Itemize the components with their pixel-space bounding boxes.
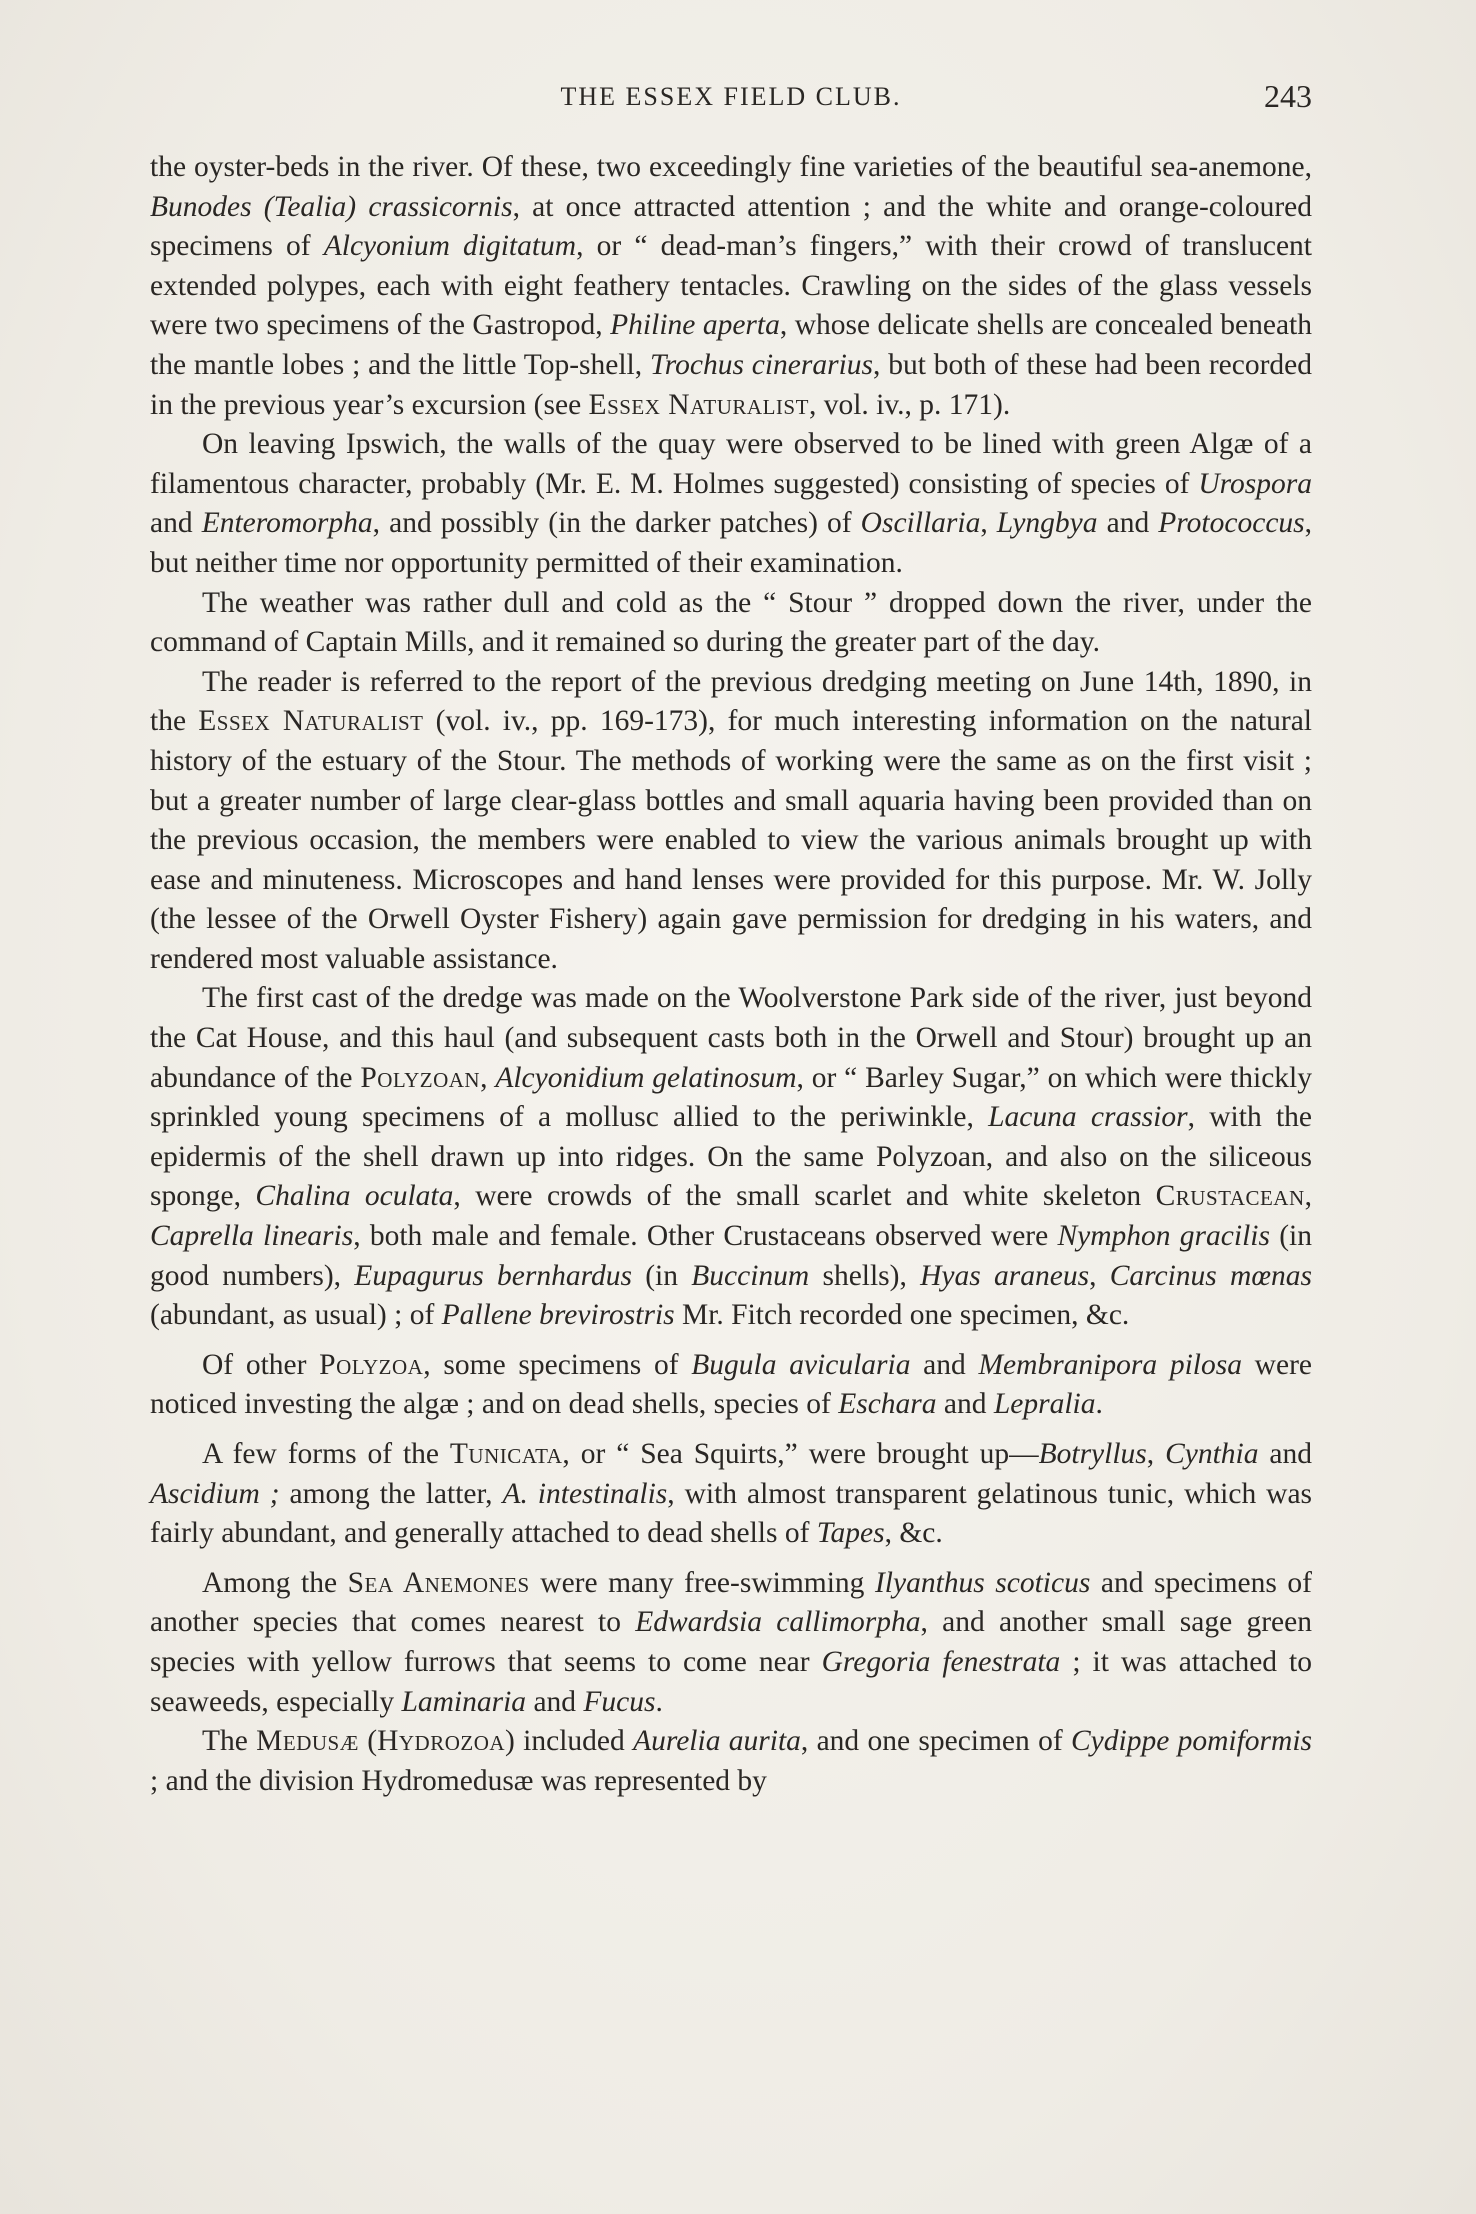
text-run: were many free-swimming bbox=[529, 1566, 875, 1599]
running-title: THE ESSEX FIELD CLUB. bbox=[560, 82, 902, 111]
text-run: , and one specimen of bbox=[800, 1725, 1071, 1758]
text-run: , bbox=[1304, 1180, 1312, 1213]
text-run: A few forms of the bbox=[202, 1438, 450, 1470]
paragraph bbox=[150, 1346, 1312, 1425]
italic-text: Trochus cinerarius bbox=[649, 348, 874, 381]
italic-text: Pallene brevirostris bbox=[441, 1299, 675, 1332]
paragraph bbox=[150, 1722, 1312, 1801]
text-run: Among the bbox=[202, 1566, 348, 1599]
italic-text: Caprella linearis bbox=[150, 1220, 354, 1253]
text-run: On leaving Ipswich, the walls of the quay were observed to be lined with green Algæ of a filamentous character, probably (Mr. E. M. Holmes suggested) consisting of species of bbox=[150, 428, 1312, 500]
italic-text: Aurelia aurita bbox=[633, 1725, 801, 1758]
italic-text: Philine aperta bbox=[610, 309, 780, 342]
italic-text: Buccinum bbox=[691, 1259, 810, 1292]
paragraph bbox=[150, 425, 1312, 583]
text-run: , whose delicate shells are concealed beneath the mantle lobes ; and the little Top-shell, bbox=[150, 309, 1312, 381]
paragraph bbox=[150, 148, 1312, 425]
small-caps-text: Medusæ bbox=[256, 1725, 359, 1758]
text-run: (in bbox=[631, 1259, 692, 1292]
text-run: (vol. iv., pp. 169-173), for much interesting information on the natural history of the estuary of the Stour. The methods of working were the same as on the first visit ; but a greater number of large clear-glass bottles and small aquaria having been provided than on the previous occasion, the members were enabled to view the various animals brought up with ease and minuteness. Microscopes and hand lenses were provided for this purpose. Mr. W. Jolly (the lessee of the Orwell Oyster Fishery) again gave permission for dredging in his waters, and rendered most valuable assistance. bbox=[150, 705, 1312, 975]
italic-text: Hyas araneus bbox=[920, 1259, 1090, 1292]
text-run: and bbox=[1097, 507, 1159, 540]
italic-text: Botryllus bbox=[1038, 1438, 1147, 1470]
small-caps-text: Polyzoa bbox=[319, 1348, 424, 1381]
small-caps-text: Crustacean bbox=[1155, 1180, 1305, 1213]
italic-text: Fucus bbox=[583, 1685, 656, 1718]
italic-text: Cydippe pomiformis bbox=[1070, 1725, 1313, 1758]
text-run: and bbox=[1258, 1438, 1313, 1470]
italic-text: Alcyonidium gelatinosum bbox=[495, 1061, 797, 1094]
italic-text: Membranipora pilosa bbox=[978, 1348, 1242, 1381]
small-caps-text: Essex Naturalist bbox=[588, 388, 809, 421]
text-run: The reader is referred to the report of the previous dredging meeting on June 14th, 1890, in the bbox=[150, 665, 1312, 738]
text-run: were noticed investing the algæ ; and on dead shells, species of bbox=[150, 1348, 1312, 1421]
italic-text: Ilyanthus scoticus bbox=[874, 1566, 1091, 1599]
small-caps-text: Hydrozoa bbox=[377, 1725, 506, 1758]
text-run: The bbox=[202, 1725, 257, 1758]
text-run: , with almost transparent gelatinous tunic, which was fairly abundant, and generally attached to dead shells of bbox=[150, 1477, 1313, 1550]
text-run: , were crowds of the small scarlet and white skeleton bbox=[453, 1180, 1156, 1213]
text-run: ( bbox=[358, 1725, 378, 1758]
text-run: (abundant, as usual) ; of bbox=[150, 1299, 442, 1332]
text-run: , or “ Barley Sugar,” on which were thickly sprinkled young specimens of a mollusc allied to the periwinkle, bbox=[150, 1061, 1312, 1134]
text-run: , both male and female. Other Crustaceans observed were bbox=[353, 1220, 1058, 1253]
body-text bbox=[150, 148, 1312, 1801]
italic-text: Urospora bbox=[1198, 467, 1312, 500]
paragraph bbox=[150, 1564, 1312, 1722]
text-run: The first cast of the dredge was made on the Woolverstone Park side of the river, just beyond the Cat House, and this haul (and subsequent casts both in the Orwell and Stour) brought up an abundance of the bbox=[150, 982, 1312, 1094]
text-run: the oyster-beds in the river. Of these, two exceedingly fine varieties of the beautiful sea-anemone, bbox=[150, 151, 1312, 183]
text-run: , and another small sage green species with yellow furrows that seems to come near bbox=[150, 1606, 1312, 1678]
text-run: Of other bbox=[202, 1348, 320, 1381]
paragraph bbox=[150, 979, 1312, 1335]
italic-text: Alcyonium digitatum bbox=[323, 230, 577, 263]
text-run: (in good numbers), bbox=[150, 1220, 1312, 1292]
text-run: ) included bbox=[505, 1725, 634, 1758]
text-run: ; it was attached to seaweeds, especially bbox=[150, 1645, 1312, 1718]
page-number: 243 bbox=[1264, 78, 1312, 114]
italic-text: Nymphon gracilis bbox=[1057, 1220, 1270, 1253]
italic-text: Ascidium ; bbox=[150, 1477, 280, 1510]
text-run: , bbox=[480, 1061, 496, 1094]
text-run: Mr. Fitch recorded one specimen, &c. bbox=[674, 1299, 1130, 1332]
text-run: and bbox=[910, 1348, 979, 1381]
page-header bbox=[150, 78, 1312, 118]
italic-text: Tapes bbox=[816, 1517, 885, 1550]
paragraph bbox=[150, 663, 1312, 980]
text-run: and bbox=[936, 1388, 994, 1421]
italic-text: Laminaria bbox=[401, 1685, 527, 1718]
italic-text: Enteromorpha bbox=[201, 507, 373, 540]
paragraph bbox=[150, 1435, 1312, 1554]
text-run: , or “ dead-man’s fingers,” with their crowd of translucent extended polypes, each with eight feathery tentacles. Crawling on the sides of the glass vessels were two specimens of the Gastropod, bbox=[150, 230, 1312, 342]
text-run: , some specimens of bbox=[423, 1348, 692, 1381]
text-run: and bbox=[150, 507, 202, 540]
italic-text: Carcinus mœnas bbox=[1109, 1259, 1312, 1292]
text-run: , &c. bbox=[884, 1517, 943, 1550]
text-run: ; and the division Hydromedusæ was represented by bbox=[150, 1764, 767, 1797]
text-run: , but neither time nor opportunity permitted of their examination. bbox=[150, 507, 1313, 579]
italic-text: Lepralia bbox=[993, 1388, 1096, 1421]
italic-text: Chalina oculata bbox=[255, 1180, 454, 1213]
italic-text: Oscillaria bbox=[860, 507, 981, 540]
text-run: and bbox=[526, 1685, 584, 1718]
italic-text: Bugula avicularia bbox=[691, 1348, 911, 1381]
paragraph bbox=[150, 584, 1312, 663]
italic-text: Edwardsia callimorpha bbox=[635, 1606, 921, 1639]
italic-text: Gregoria fenestrata bbox=[821, 1645, 1061, 1678]
text-run: among the latter, bbox=[279, 1477, 503, 1510]
text-run: , bbox=[1146, 1438, 1166, 1470]
italic-text: A. intestinalis bbox=[502, 1477, 668, 1510]
small-caps-text: Sea Anemones bbox=[347, 1566, 530, 1599]
italic-text: Cynthia bbox=[1165, 1438, 1259, 1470]
text-run: , bbox=[980, 507, 997, 540]
text-run: shells), bbox=[809, 1259, 921, 1292]
small-caps-text: Polyzoan bbox=[360, 1061, 481, 1094]
text-run: , and possibly (in the darker patches) of bbox=[372, 507, 861, 540]
italic-text: Bunodes (Tealia) crassicornis bbox=[150, 190, 513, 223]
text-run: , with the epidermis of the shell drawn up into ridges. On the same Polyzoan, and also on the siliceous sponge, bbox=[150, 1101, 1312, 1213]
text-run: and specimens of another species that comes nearest to bbox=[150, 1566, 1312, 1639]
text-run: . bbox=[655, 1685, 663, 1718]
small-caps-text: Tunicata bbox=[449, 1438, 563, 1470]
italic-text: Lacuna crassior bbox=[988, 1101, 1188, 1134]
italic-text: Lyngbya bbox=[996, 507, 1098, 540]
text-run: , but both of these had been recorded in the previous year’s excursion (see bbox=[150, 348, 1312, 421]
small-caps-text: Essex Naturalist bbox=[198, 705, 424, 738]
text-run: The weather was rather dull and cold as the “ Stour ” dropped down the river, under the command of Captain Mills, and it remained so during the greater part of the day. bbox=[150, 586, 1312, 659]
italic-text: Eschara bbox=[838, 1388, 937, 1421]
italic-text: Eupagurus bernhardus bbox=[354, 1259, 632, 1292]
text-run: , at once attracted attention ; and the white and orange-coloured specimens of bbox=[150, 190, 1312, 263]
text-run: , vol. iv., p. 171). bbox=[808, 388, 1011, 421]
text-run: , bbox=[1089, 1259, 1110, 1292]
text-run: , or “ Sea Squirts,” were brought up— bbox=[562, 1438, 1039, 1470]
italic-text: Protococcus bbox=[1158, 507, 1305, 540]
text-run: . bbox=[1095, 1388, 1103, 1421]
